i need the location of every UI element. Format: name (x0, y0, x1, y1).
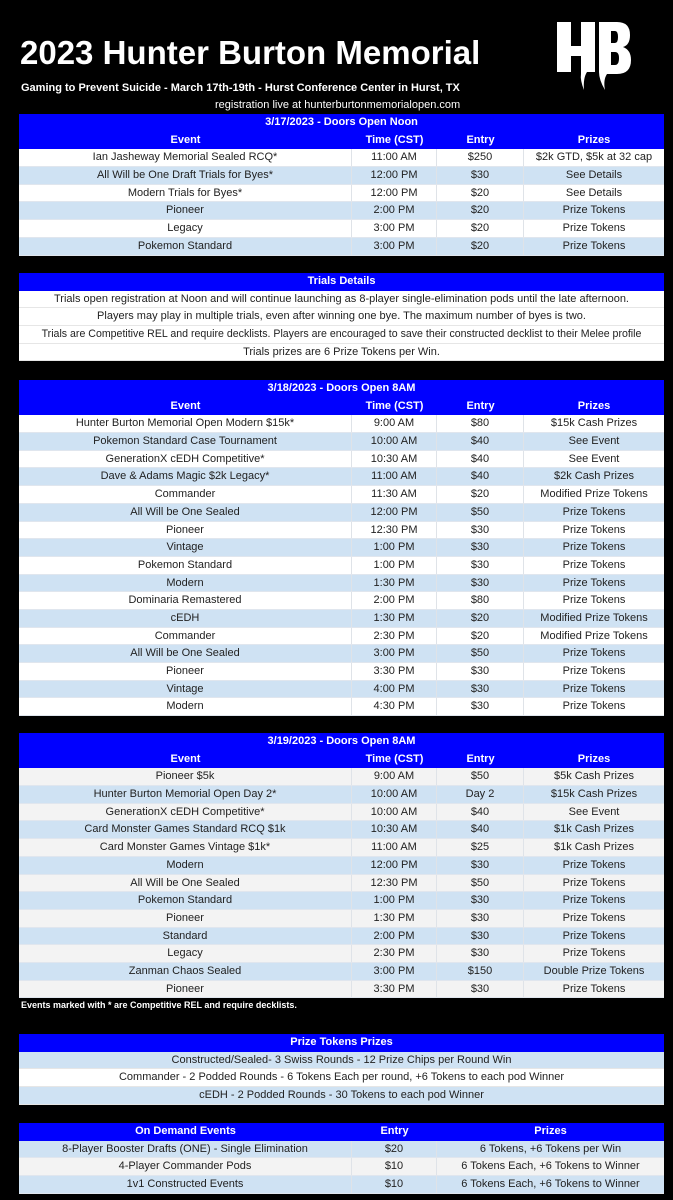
entry-cell: $40 (437, 804, 524, 821)
column-header-prizes: Prizes (534, 1125, 567, 1137)
table-row (19, 963, 664, 981)
day3-column-headers (19, 751, 664, 769)
time-cell: 11:00 AM (352, 149, 437, 166)
table-row (19, 185, 664, 203)
event-cell: Pokemon Standard (19, 557, 352, 574)
time-cell: 1:00 PM (352, 557, 437, 574)
event-cell: GenerationX cEDH Competitive* (19, 451, 352, 468)
event-cell: Hunter Burton Memorial Open Modern $15k* (19, 415, 352, 432)
entry-cell: $20 (352, 1141, 437, 1158)
table-row (19, 768, 664, 786)
on-demand-events-table (19, 1123, 664, 1194)
prizes-cell: Prize Tokens (562, 982, 626, 995)
prizes-cell: Prize Tokens (562, 929, 626, 942)
event-cell: Legacy (19, 220, 352, 237)
table-row (19, 451, 664, 469)
prizes-cell: $1k Cash Prizes (553, 823, 635, 836)
table-row (19, 821, 664, 839)
event-cell: Pioneer $5k (19, 768, 352, 785)
event-cell: All Will be One Draft Trials for Byes* (19, 167, 352, 184)
event-cell: Legacy (19, 945, 352, 962)
time-cell: 10:00 AM (352, 786, 437, 803)
entry-cell: $80 (437, 592, 524, 609)
table-row (19, 557, 664, 575)
event-cell: cEDH (19, 610, 352, 627)
prizes-cell: 6 Tokens Each, +6 Tokens to Winner (461, 1160, 640, 1173)
prizes-cell: $2k Cash Prizes (553, 470, 635, 483)
entry-cell: $40 (437, 821, 524, 838)
table-row (19, 1141, 664, 1159)
event-cell: Pioneer (19, 202, 352, 219)
hb-logo-icon (553, 18, 633, 93)
table-row (19, 628, 664, 646)
trials-line: Trials prizes are 6 Prize Tokens per Win. (19, 344, 664, 362)
event-cell: Commander (19, 628, 352, 645)
prizes-cell: 6 Tokens, +6 Tokens per Win (479, 1142, 622, 1155)
time-cell: 1:00 PM (352, 539, 437, 556)
event-cell: Pioneer (19, 663, 352, 680)
column-header-prizes: Prizes (577, 133, 611, 146)
time-cell: 10:30 AM (352, 451, 437, 468)
entry-cell: $20 (437, 610, 524, 627)
table-row (19, 610, 664, 628)
column-header-time: Time (CST) (365, 752, 424, 765)
trials-title: Trials Details (19, 273, 664, 291)
prizes-cell: See Event (568, 435, 620, 448)
time-cell: 12:00 PM (352, 185, 437, 202)
time-cell: 11:00 AM (352, 839, 437, 856)
prizes-cell: See Details (565, 169, 623, 182)
event-cell: Pioneer (19, 910, 352, 927)
prizes-cell: Prize Tokens (562, 947, 626, 960)
column-header-event: Event (170, 752, 201, 765)
time-cell: 10:00 AM (352, 804, 437, 821)
event-cell: Zanman Chaos Sealed (19, 963, 352, 980)
event-cell: All Will be One Sealed (19, 504, 352, 521)
table-row (19, 167, 664, 185)
time-cell: 9:00 AM (352, 768, 437, 785)
entry-cell: Day 2 (437, 786, 524, 803)
event-cell: Pokemon Standard (19, 892, 352, 909)
event-cell: Pokemon Standard (19, 238, 352, 255)
prizes-cell: Modified Prize Tokens (540, 611, 648, 624)
prizes-cell: 6 Tokens Each, +6 Tokens to Winner (461, 1178, 640, 1191)
time-cell: 12:00 PM (352, 857, 437, 874)
table-row (19, 486, 664, 504)
trials-line: Trials open registration at Noon and will continue launching as 8-player single-elimination pods until the late afternoon. (19, 291, 664, 309)
time-cell: 12:30 PM (352, 875, 437, 892)
time-cell: 2:00 PM (352, 592, 437, 609)
entry-cell: $30 (437, 945, 524, 962)
entry-cell: $50 (437, 645, 524, 662)
column-header-prizes: Prizes (577, 399, 611, 412)
column-header-entry: Entry (380, 1125, 409, 1137)
column-header-entry: Entry (466, 399, 495, 412)
event-cell: All Will be One Sealed (19, 645, 352, 662)
prizes-cell: See Details (565, 186, 623, 199)
entry-cell: $20 (437, 238, 524, 255)
entry-cell: $30 (437, 167, 524, 184)
on-demand-column-headers (19, 1123, 664, 1141)
event-cell: Card Monster Games Standard RCQ $1k (19, 821, 352, 838)
event-cell: Modern Trials for Byes* (19, 185, 352, 202)
prizes-cell: Prize Tokens (562, 858, 626, 871)
entry-cell: $40 (437, 433, 524, 450)
table-row (19, 663, 664, 681)
column-header-entry: Entry (466, 752, 495, 765)
table-row (19, 1158, 664, 1176)
entry-cell: $25 (437, 839, 524, 856)
time-cell: 1:00 PM (352, 892, 437, 909)
prizes-cell: Prize Tokens (562, 239, 626, 252)
entry-cell: $10 (352, 1176, 437, 1193)
event-cell: Pioneer (19, 981, 352, 998)
time-cell: 3:00 PM (352, 645, 437, 662)
time-cell: 4:00 PM (352, 681, 437, 698)
day3-schedule-table (19, 733, 664, 998)
column-header-prizes: Prizes (577, 752, 611, 765)
time-cell: 4:30 PM (352, 698, 437, 715)
entry-cell: $20 (437, 202, 524, 219)
prizes-cell: See Event (568, 805, 620, 818)
table-row (19, 575, 664, 593)
entry-cell: $30 (437, 981, 524, 998)
entry-cell: $30 (437, 928, 524, 945)
prizes-cell: Prize Tokens (562, 894, 626, 907)
table-row (19, 415, 664, 433)
entry-cell: $150 (437, 963, 524, 980)
prizes-cell: Modified Prize Tokens (540, 629, 648, 642)
time-cell: 2:30 PM (352, 628, 437, 645)
time-cell: 10:00 AM (352, 433, 437, 450)
column-header-time: Time (CST) (365, 133, 424, 146)
day2-schedule-table (19, 380, 664, 716)
time-cell: 10:30 AM (352, 821, 437, 838)
table-row (19, 645, 664, 663)
table-row (19, 539, 664, 557)
day3-title: 3/19/2023 - Doors Open 8AM (19, 733, 664, 751)
page-subtitle: Gaming to Prevent Suicide - March 17th-19th - Hurst Conference Center in Hurst, TX (21, 82, 460, 94)
prizes-cell: $15k Cash Prizes (550, 417, 638, 430)
column-header-entry: Entry (466, 133, 495, 146)
time-cell: 3:30 PM (352, 663, 437, 680)
entry-cell: $20 (437, 628, 524, 645)
time-cell: 1:30 PM (352, 910, 437, 927)
event-cell: Hunter Burton Memorial Open Day 2* (19, 786, 352, 803)
event-cell: Card Monster Games Vintage $1k* (19, 839, 352, 856)
event-cell: 4-Player Commander Pods (19, 1158, 352, 1175)
event-cell: Modern (19, 575, 352, 592)
day2-column-headers (19, 398, 664, 416)
table-row (19, 220, 664, 238)
prizes-cell: Prize Tokens (562, 541, 626, 554)
table-row (19, 592, 664, 610)
column-header-event: Event (170, 133, 201, 146)
prizes-cell: Prize Tokens (562, 700, 626, 713)
prizes-cell: Prize Tokens (562, 505, 626, 518)
table-row (19, 698, 664, 716)
entry-cell: $20 (437, 185, 524, 202)
prize-tokens-table (19, 1034, 664, 1105)
event-cell: 1v1 Constructed Events (19, 1176, 352, 1193)
day1-schedule-table (19, 114, 664, 256)
entry-cell: $30 (437, 522, 524, 539)
table-row (19, 892, 664, 910)
prizes-cell: $15k Cash Prizes (550, 788, 638, 801)
table-row (19, 504, 664, 522)
day2-title: 3/18/2023 - Doors Open 8AM (19, 380, 664, 398)
table-row (19, 875, 664, 893)
entry-cell: $30 (437, 910, 524, 927)
event-cell: Modern (19, 698, 352, 715)
time-cell: 3:30 PM (352, 981, 437, 998)
time-cell: 12:30 PM (352, 522, 437, 539)
prizes-cell: See Event (568, 452, 620, 465)
registration-note: registration live at hunterburtonmemorialopen.com (215, 99, 461, 111)
prizes-cell: Double Prize Tokens (543, 964, 645, 977)
column-header-on-demand-events: On Demand Events (135, 1125, 236, 1137)
event-cell: Modern (19, 857, 352, 874)
trials-details-table (19, 273, 664, 361)
entry-cell: $40 (437, 451, 524, 468)
prize-tokens-line: Commander - 2 Podded Rounds - 6 Tokens Each per round, +6 Tokens to each pod Winner (19, 1069, 664, 1087)
column-header-event: Event (170, 399, 201, 412)
time-cell: 3:00 PM (352, 220, 437, 237)
prizes-cell: $1k Cash Prizes (553, 841, 635, 854)
prizes-cell: Prize Tokens (562, 876, 626, 889)
entry-cell: $30 (437, 575, 524, 592)
entry-cell: $30 (437, 663, 524, 680)
event-cell: All Will be One Sealed (19, 875, 352, 892)
table-row (19, 928, 664, 946)
time-cell: 12:00 PM (352, 167, 437, 184)
table-row (19, 804, 664, 822)
time-cell: 3:00 PM (352, 963, 437, 980)
time-cell: 9:00 AM (352, 415, 437, 432)
entry-cell: $50 (437, 504, 524, 521)
time-cell: 2:00 PM (352, 928, 437, 945)
time-cell: 1:30 PM (352, 610, 437, 627)
prizes-cell: Prize Tokens (562, 576, 626, 589)
entry-cell: $50 (437, 768, 524, 785)
entry-cell: $30 (437, 698, 524, 715)
time-cell: 2:00 PM (352, 202, 437, 219)
entry-cell: $50 (437, 875, 524, 892)
table-row (19, 857, 664, 875)
prizes-cell: $5k Cash Prizes (553, 770, 635, 783)
prizes-cell: Prize Tokens (562, 647, 626, 660)
table-row (19, 433, 664, 451)
event-cell: 8-Player Booster Drafts (ONE) - Single Elimination (19, 1141, 352, 1158)
table-row (19, 839, 664, 857)
table-row (19, 238, 664, 256)
entry-cell: $30 (437, 539, 524, 556)
time-cell: 11:00 AM (352, 468, 437, 485)
day1-column-headers (19, 132, 664, 150)
table-row (19, 786, 664, 804)
day1-title: 3/17/2023 - Doors Open Noon (19, 114, 664, 132)
entry-cell: $40 (437, 468, 524, 485)
entry-cell: $20 (437, 486, 524, 503)
table-row (19, 149, 664, 167)
prizes-cell: Prize Tokens (562, 911, 626, 924)
table-row (19, 981, 664, 999)
time-cell: 2:30 PM (352, 945, 437, 962)
event-cell: Dave & Adams Magic $2k Legacy* (19, 468, 352, 485)
entry-cell: $30 (437, 892, 524, 909)
event-cell: GenerationX cEDH Competitive* (19, 804, 352, 821)
time-cell: 12:00 PM (352, 504, 437, 521)
entry-cell: $10 (352, 1158, 437, 1175)
time-cell: 1:30 PM (352, 575, 437, 592)
event-cell: Commander (19, 486, 352, 503)
page-title: 2023 Hunter Burton Memorial (20, 34, 481, 71)
trials-line: Players may play in multiple trials, even after winning one bye. The maximum number of byes is two. (19, 308, 664, 326)
event-cell: Pokemon Standard Case Tournament (19, 433, 352, 450)
prizes-cell: Prize Tokens (562, 558, 626, 571)
prize-tokens-line: cEDH - 2 Podded Rounds - 30 Tokens to each pod Winner (19, 1087, 664, 1105)
prizes-cell: Prize Tokens (562, 682, 626, 695)
entry-cell: $20 (437, 220, 524, 237)
competitive-rel-footnote: Events marked with * are Competitive REL and require decklists. (21, 1000, 297, 1010)
time-cell: 11:30 AM (352, 486, 437, 503)
event-cell: Vintage (19, 681, 352, 698)
prizes-cell: Prize Tokens (562, 204, 626, 217)
column-header-time: Time (CST) (365, 399, 424, 412)
event-cell: Standard (19, 928, 352, 945)
time-cell: 3:00 PM (352, 238, 437, 255)
prizes-cell: Prize Tokens (562, 665, 626, 677)
event-cell: Pioneer (19, 522, 352, 539)
table-row (19, 945, 664, 963)
table-row (19, 910, 664, 928)
prize-tokens-title: Prize Tokens Prizes (19, 1034, 664, 1052)
table-row (19, 1176, 664, 1194)
table-row (19, 522, 664, 540)
entry-cell: $30 (437, 557, 524, 574)
prize-tokens-line: Constructed/Sealed- 3 Swiss Rounds - 12 Prize Chips per Round Win (19, 1052, 664, 1070)
prizes-cell: Prize Tokens (562, 523, 626, 536)
entry-cell: $30 (437, 857, 524, 874)
prizes-cell: $2k GTD, $5k at 32 cap (535, 151, 653, 164)
prizes-cell: Prize Tokens (562, 222, 626, 235)
entry-cell: $80 (437, 415, 524, 432)
trials-line: Trials are Competitive REL and require decklists. Players are encouraged to save their constructed decklist to their Melee profile (19, 326, 664, 344)
prizes-cell: Modified Prize Tokens (540, 488, 648, 501)
entry-cell: $250 (437, 149, 524, 166)
table-row (19, 202, 664, 220)
event-cell: Dominaria Remastered (19, 592, 352, 609)
entry-cell: $30 (437, 681, 524, 698)
table-row (19, 681, 664, 699)
prizes-cell: Prize Tokens (562, 594, 626, 607)
table-row (19, 468, 664, 486)
event-cell: Ian Jasheway Memorial Sealed RCQ* (19, 149, 352, 166)
event-cell: Vintage (19, 539, 352, 556)
